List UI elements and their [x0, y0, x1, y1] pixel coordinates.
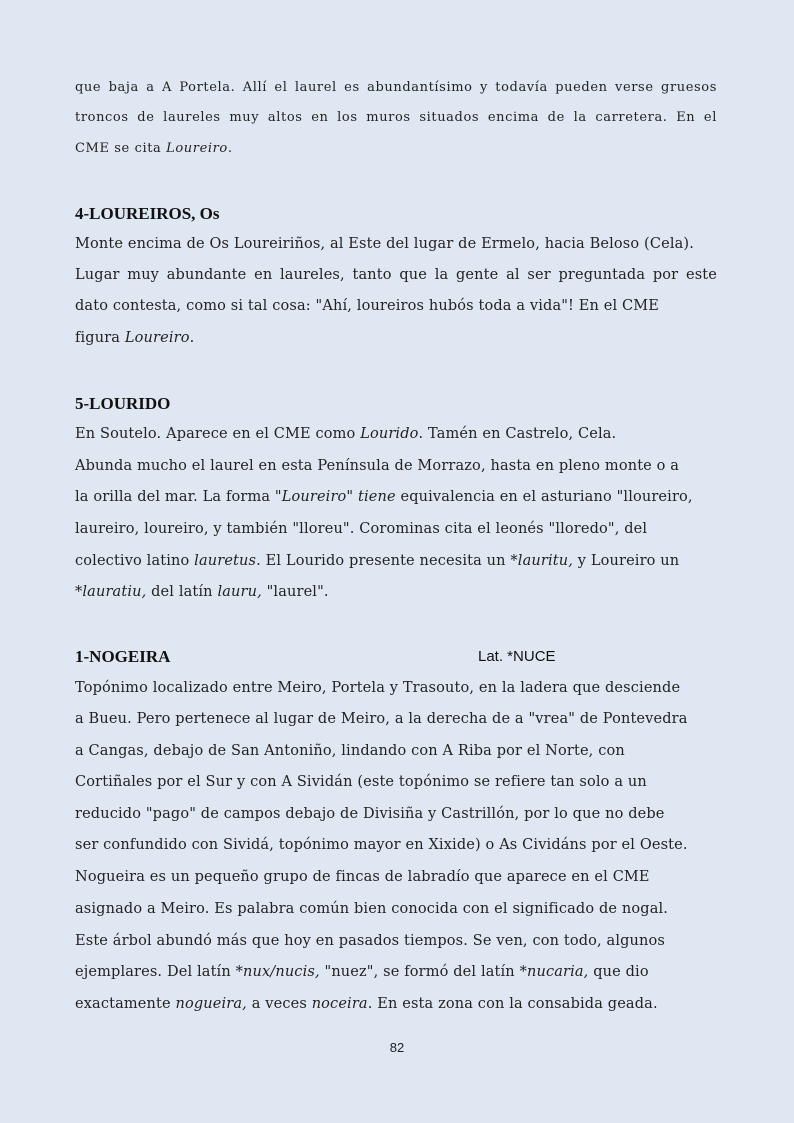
- section-heading-loureiros: 4-LOUREIROS, Os: [75, 204, 220, 223]
- sec1-line-8: asignado a Meiro. Es palabra común bien conocida con el significado de nogal.: [75, 901, 669, 917]
- sec4-line-3: dato contesta, como si tal cosa: "Ahí, loureiros hubós toda a vida"! En el CME: [75, 298, 660, 314]
- sec1-line-4: Cortiñales por el Sur y con A Sividán (este topónimo se refiere tan solo a un: [75, 774, 647, 790]
- sec1-line-7: Nogueira es un pequeño grupo de fincas de labradío que aparece en el CME: [75, 869, 650, 885]
- sec1-line-6: ser confundido con Sividá, topónimo mayor en Xixide) o As Cividáns por el Oeste.: [75, 837, 688, 853]
- sec1-line-3: a Cangas, debajo de San Antoniño, lindando con A Riba por el Norte, con: [75, 743, 625, 759]
- sec4-line-4: figura Loureiro.: [75, 330, 195, 346]
- sec5-line-2: Abunda mucho el laurel en esta Península de Morrazo, hasta en pleno monte o a: [75, 458, 680, 474]
- sec4-line-2: Lugar muy abundante en laureles, tanto que la gente al ser preguntada por este: [75, 267, 717, 283]
- sec1-line-10: ejemplares. Del latín *nux/nucis, "nuez", se formó del latín *nucaria, que dio: [75, 964, 649, 980]
- para0-line-1: [75, 78, 717, 98]
- sec5-line-5: colectivo latino lauretus. El Lourido presente necesita un *lauritu, y Loureiro un: [75, 553, 680, 569]
- page-number: 82: [389, 1040, 405, 1055]
- sec1-line-5: reducido "pago" de campos debajo de Divisiña y Castrillón, por lo que no debe: [75, 806, 665, 822]
- sec4-line-1: Monte encima de Os Loureiriños, al Este del lugar de Ermelo, hacia Beloso (Cela).: [75, 236, 694, 252]
- text: que baja a A Portela. Allí el laurel es abundantísimo y todavía pueden verse gruesos: [75, 80, 717, 95]
- sec5-line-1: En Soutelo. Aparece en el CME como Lourido. Tamén en Castrelo, Cela.: [75, 426, 617, 442]
- section-heading-lourido: 5-LOURIDO: [75, 394, 171, 413]
- sec5-line-6: *lauratiu, del latín lauru, "laurel".: [75, 584, 329, 600]
- sec5-line-3: la orilla del mar. La forma "Loureiro" tiene equivalencia en el asturiano "lloureiro,: [75, 489, 693, 505]
- section-heading-nogeira: 1-NOGEIRA: [75, 647, 171, 666]
- para0-line-3: CME se cita Loureiro.: [75, 141, 233, 156]
- sec1-line-1: Topónimo localizado entre Meiro, Portela y Trasouto, en la ladera que desciende: [75, 680, 681, 696]
- sec5-line-4: laureiro, loureiro, y también "lloreu". Corominas cita el leonés "lloredo", del: [75, 521, 648, 537]
- text: troncos de laureles muy altos en los muros situados encima de la carretera. En el: [75, 110, 717, 125]
- sec1-line-2: a Bueu. Pero pertenece al lugar de Meiro, a la derecha de a "vrea" de Pontevedra: [75, 711, 688, 727]
- section-etymology-label: Lat. *NUCE: [478, 648, 556, 665]
- sec1-line-11: exactamente nogueira, a veces noceira. En esta zona con la consabida geada.: [75, 996, 658, 1012]
- para0-line-2: [75, 108, 717, 128]
- sec1-line-9: Este árbol abundó más que hoy en pasados tiempos. Se ven, con todo, algunos: [75, 933, 665, 949]
